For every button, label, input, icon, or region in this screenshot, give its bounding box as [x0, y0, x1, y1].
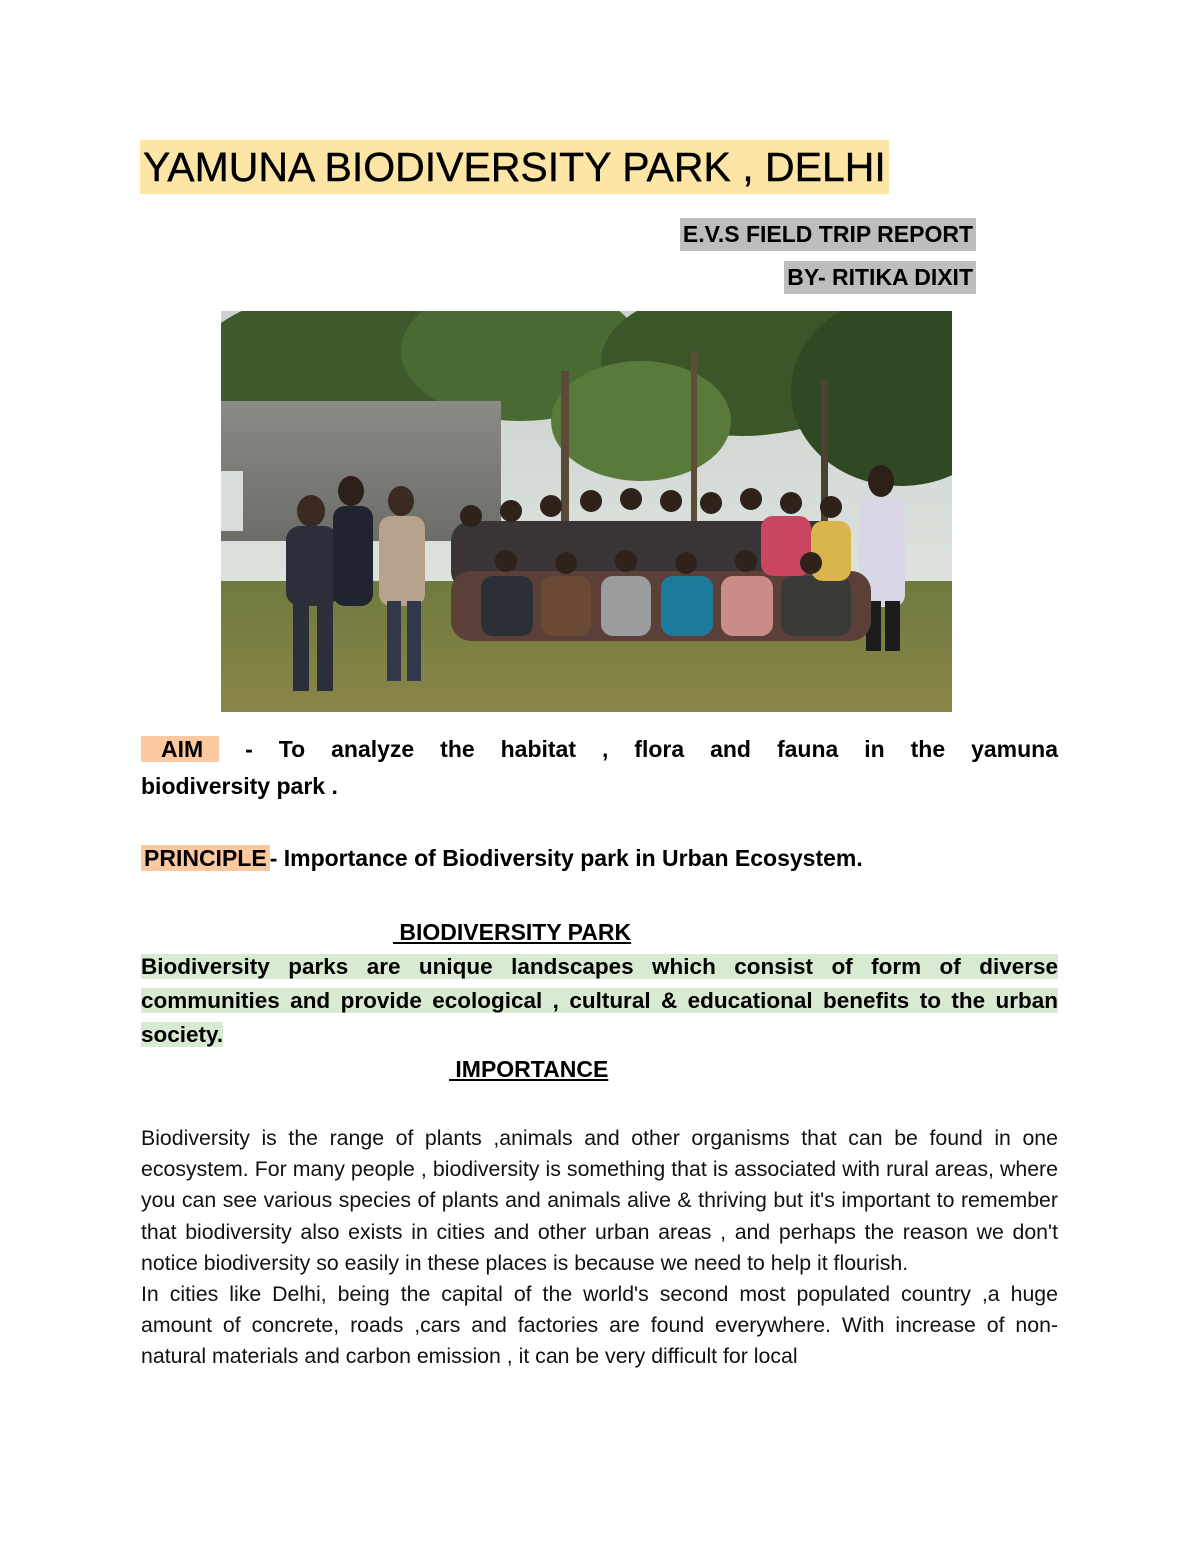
aim-text-continued: biodiversity park .: [141, 773, 338, 799]
principle-text: - Importance of Biodiversity park in Urban Ecosystem.: [269, 845, 863, 871]
aim-label: AIM: [141, 736, 219, 762]
aim-text: - To analyze the habitat , flora and fauna in the yamuna: [245, 736, 1059, 762]
principle-paragraph: [141, 840, 1058, 877]
report-author: BY- RITIKA DIXIT: [784, 261, 976, 294]
report-title: YAMUNA BIODIVERSITY PARK , DELHI: [140, 140, 889, 194]
importance-body: [141, 1123, 1058, 1373]
biodiversity-definition-text: Biodiversity parks are unique landscapes which consist of form of diverse communities and provide ecological , cultural & educational benefits to the urban society.: [141, 954, 1058, 1047]
biodiversity-park-heading: BIODIVERSITY PARK: [393, 919, 632, 945]
importance-paragraph-2: In cities like Delhi, being the capital of the world's second most populated country ,a huge amount of concrete, roads ,cars and factories are found everywhere. With increase of non-natural materials and carbon emission , it can be very difficult for local: [141, 1282, 1058, 1369]
aim-paragraph: [141, 731, 1058, 805]
biodiversity-definition: [141, 950, 1058, 1052]
report-subtitle: E.V.S FIELD TRIP REPORT: [680, 218, 976, 251]
importance-paragraph-1: Biodiversity is the range of plants ,animals and other organisms that can be found in one ecosystem. For many people , biodiversity is something that is associated with rural areas, where you can see various species of plants and animals alive & thriving but it's important to remember that biodiversity also exists in cities and other urban areas , and perhaps the reason we don't notice biodiversity so easily in these places is because we need to help it flourish.: [141, 1126, 1058, 1275]
importance-heading: IMPORTANCE: [449, 1056, 609, 1082]
group-photo: [221, 311, 952, 712]
principle-label: PRINCIPLE: [141, 845, 270, 871]
